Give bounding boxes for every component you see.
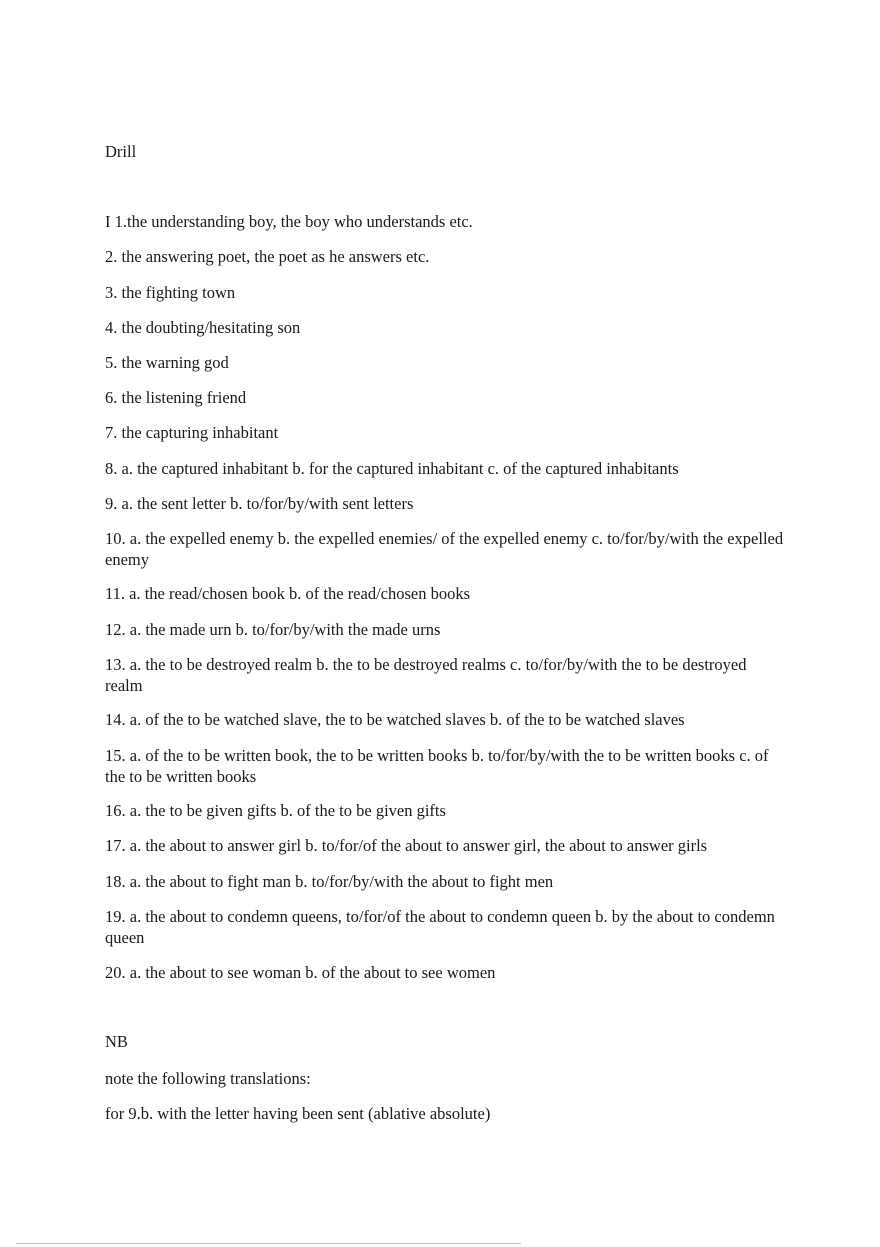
footer-divider bbox=[16, 1243, 521, 1244]
drill-item-2: 2. the answering poet, the poet as he answers etc. bbox=[105, 247, 430, 266]
drill-item-11: 11. a. the read/chosen book b. of the read/chosen books bbox=[105, 584, 471, 603]
nb-heading: NB bbox=[105, 1032, 128, 1051]
nb-note: for 9.b. with the letter having been sent (ablative absolute) bbox=[105, 1104, 491, 1123]
drill-item-6: 6. the listening friend bbox=[105, 388, 247, 407]
drill-item-1: I 1.the understanding boy, the boy who understands etc. bbox=[105, 212, 473, 231]
drill-item-10: 10. a. the expelled enemy b. the expelled enemies/ of the expelled enemy c. to/for/by/with the expelled enemy bbox=[105, 529, 784, 569]
drill-item-15: 15. a. of the to be written book, the to be written books b. to/for/by/with the to be written books c. of the to be written books bbox=[105, 746, 769, 786]
drill-item-5: 5. the warning god bbox=[105, 353, 229, 372]
drill-item-20: 20. a. the about to see woman b. of the about to see women bbox=[105, 963, 496, 982]
drill-item-7: 7. the capturing inhabitant bbox=[105, 423, 279, 442]
drill-item-3: 3. the fighting town bbox=[105, 283, 236, 302]
drill-item-17: 17. a. the about to answer girl b. to/for/of the about to answer girl, the about to answer girls bbox=[105, 836, 708, 855]
drill-item-13: 13. a. the to be destroyed realm b. the to be destroyed realms c. to/for/by/with the to be destroyed realm bbox=[105, 655, 747, 695]
drill-item-8: 8. a. the captured inhabitant b. for the captured inhabitant c. of the captured inhabitants bbox=[105, 459, 679, 478]
drill-item-9: 9. a. the sent letter b. to/for/by/with sent letters bbox=[105, 494, 414, 513]
page-title: Drill bbox=[105, 142, 137, 161]
drill-item-18: 18. a. the about to fight man b. to/for/by/with the about to fight men bbox=[105, 872, 554, 891]
drill-item-16: 16. a. the to be given gifts b. of the to be given gifts bbox=[105, 801, 446, 820]
drill-item-12: 12. a. the made urn b. to/for/by/with the made urns bbox=[105, 620, 441, 639]
drill-item-4: 4. the doubting/hesitating son bbox=[105, 318, 301, 337]
drill-item-19: 19. a. the about to condemn queens, to/for/of the about to condemn queen b. by the about to condemn queen bbox=[105, 907, 775, 947]
drill-item-14: 14. a. of the to be watched slave, the to be watched slaves b. of the to be watched slaves bbox=[105, 710, 685, 729]
nb-intro: note the following translations: bbox=[105, 1069, 311, 1088]
